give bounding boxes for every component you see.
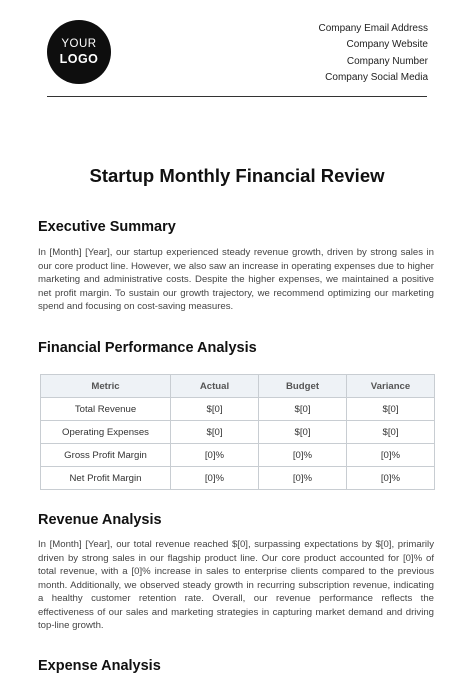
- revenue-analysis-text: In [Month] [Year], our total revenue reached $[0], surpassing expectations by $[0], primarily driven by strong sales in our flagship product line. Our core product accounted for [0]% of total revenue, with a [0]% increase in sales to enterprise clients compared to the previous month. Additionally, we observed steady growth in recurring subscription revenue, indicating a healthy customer retention rate. Overall, our revenue performance reflects the effectiveness of our sales and marketing strategies in capturing market demand and driving top-line growth.: [38, 539, 434, 631]
- header-divider: [47, 96, 427, 97]
- table-row: [41, 398, 435, 421]
- actual-cell: [0]%: [171, 467, 259, 490]
- actual-cell: [0]%: [171, 444, 259, 467]
- metric-cell: Operating Expenses: [41, 421, 171, 444]
- column-header-budget: Budget: [259, 375, 347, 398]
- company-logo: [47, 20, 111, 84]
- actual-cell: $[0]: [171, 398, 259, 421]
- budget-cell: [0]%: [259, 467, 347, 490]
- column-header-variance: Variance: [347, 375, 435, 398]
- variance-cell: $[0]: [347, 421, 435, 444]
- expense-analysis-heading: Expense Analysis: [38, 658, 161, 674]
- actual-cell: $[0]: [171, 421, 259, 444]
- executive-summary-text: In [Month] [Year], our startup experienced steady revenue growth, driven by strong sales in our core product line. However, we also saw an increase in operating expenses due to higher marketing and administrative costs. Despite the higher expenses, we maintained a positive net profit margin. To sustain our growth trajectory, we recommend optimizing our marketing spend and focusing on cost-saving measures.: [38, 247, 434, 312]
- financial-performance-heading: Financial Performance Analysis: [38, 340, 257, 356]
- executive-summary-heading: Executive Summary: [38, 219, 176, 235]
- logo-text-line2: LOGO: [59, 51, 99, 66]
- company-social-media: Company Social Media: [325, 71, 428, 83]
- table-row: [41, 467, 435, 490]
- variance-cell: [0]%: [347, 467, 435, 490]
- company-contact-block: [319, 21, 429, 86]
- table-row: [41, 421, 435, 444]
- document-title: Startup Monthly Financial Review: [89, 165, 385, 186]
- table-row: [41, 444, 435, 467]
- metric-cell: Net Profit Margin: [41, 467, 171, 490]
- table-header-row: [41, 375, 435, 398]
- budget-cell: [0]%: [259, 444, 347, 467]
- metric-cell: Total Revenue: [41, 398, 171, 421]
- budget-cell: $[0]: [259, 398, 347, 421]
- company-website: Company Website: [346, 39, 428, 51]
- variance-cell: [0]%: [347, 444, 435, 467]
- revenue-analysis-heading: Revenue Analysis: [38, 512, 162, 528]
- column-header-actual: Actual: [171, 375, 259, 398]
- company-number: Company Number: [346, 55, 428, 67]
- metric-cell: Gross Profit Margin: [41, 444, 171, 467]
- company-email: Company Email Address: [318, 23, 428, 34]
- variance-cell: $[0]: [347, 398, 435, 421]
- budget-cell: $[0]: [259, 421, 347, 444]
- logo-text-line1: YOUR: [61, 38, 97, 50]
- financial-performance-table: [40, 374, 435, 490]
- column-header-metric: Metric: [41, 375, 171, 398]
